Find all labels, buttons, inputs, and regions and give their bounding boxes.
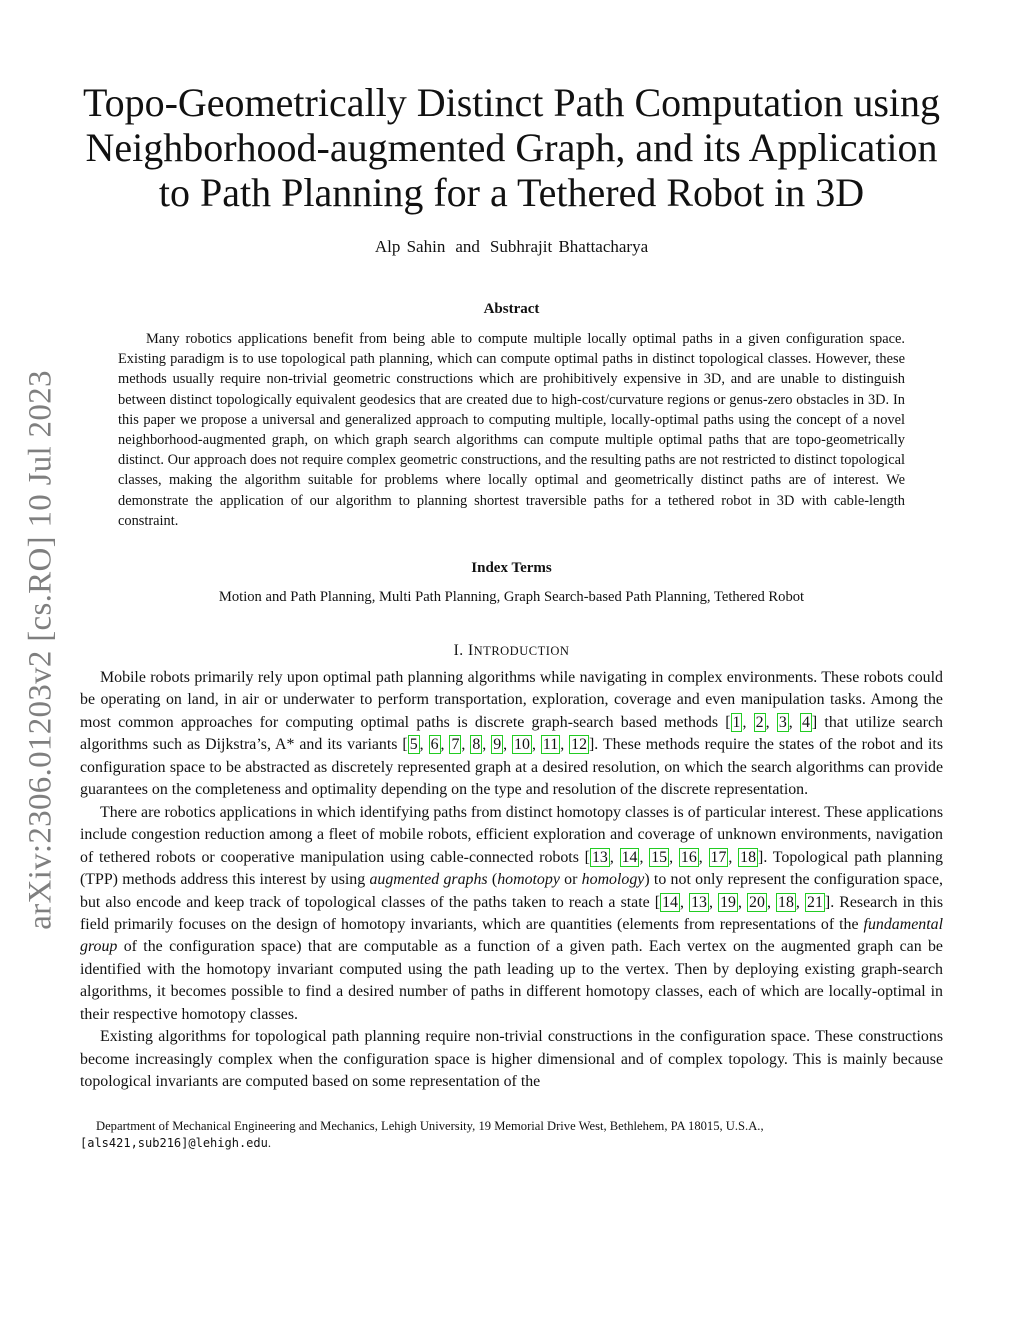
author-1: Alp Sahin <box>374 237 446 256</box>
citation-link[interactable]: 18 <box>740 848 757 866</box>
citation-link[interactable]: 21 <box>807 893 823 911</box>
citation-link[interactable]: 13 <box>591 848 608 866</box>
term-augmented-graphs: augmented graphs <box>369 871 488 889</box>
citation-link[interactable]: 18 <box>778 893 794 911</box>
citation-link[interactable]: 2 <box>755 713 764 731</box>
citation-link[interactable]: 7 <box>451 736 460 754</box>
p2-text-b: ]. Topological path planning (TPP) methods address this interest by using <box>80 848 943 889</box>
citation-link[interactable]: 13 <box>691 893 707 911</box>
intro-paragraph-1 <box>80 667 943 802</box>
paper-title: Topo-Geometrically Distinct Path Computation using Neighborhood-augmented Graph, and its Application to Path Planning for a Tethered Robot in 3D <box>82 80 941 215</box>
citation-link[interactable]: 9 <box>493 736 502 754</box>
p2-text-a: There are robotics applications in which identifying paths from distinct homotopy classes is of particular interest. These applications include congestion reduction among a fleet of mobile robots, efficient exploration and coverage of unknown environments, navigation of tethered robots or cooperative manipulation using cable-connected robots [ <box>80 803 943 866</box>
p1-citations-2: 5 , 6 , 7 , 8 , 9 , 10 , 11 , 12 <box>409 736 588 754</box>
citation-link[interactable]: 16 <box>680 848 697 866</box>
arxiv-sidebar <box>10 0 70 1325</box>
p2-text-c: ( <box>487 871 498 889</box>
citation-link[interactable]: 4 <box>801 713 810 731</box>
intro-paragraph-3: Existing algorithms for topological path planning require non-trivial constructions in the configuration space. These constructions become increasingly complex when the configuration space is higher dimensional and of complex topology. This is mainly because topological invariants are computed based on some representation of the <box>80 1028 943 1091</box>
citation-link[interactable]: 17 <box>710 848 727 866</box>
p1-text-c: ]. These methods require the states of the robot and its configuration space to be abstracted as discretely represented graph at a desired resolution, on which the search algorithms can provide guarantees on the completeness and optimality depending on the type and resolution of the discrete representation. <box>80 736 944 799</box>
citation-link[interactable]: 12 <box>571 736 588 754</box>
p2-citations-2: 14 , 13 , 19 , 20 , 18 , 21 <box>662 893 823 911</box>
footnote-affiliation: Department of Mechanical Engineering and Mechanics, Lehigh University, 19 Memorial Drive West, Bethlehem, PA 18015, U.S.A., <box>96 1118 764 1133</box>
citation-link[interactable]: 1 <box>732 713 741 731</box>
abstract-text: Many robotics applications benefit from being able to compute multiple locally optimal paths in a given configuration space. Existing paradigm is to use topological path planning, which can compute optimal paths in distinct topological classes. However, these methods usually require non-trivial geometric constructions which are prohibitively expensive in 3D, and are unable to distinguish between distinct topologically equivalent geodesics that are created due to high-cost/curvature regions or genus-zero obstacles in 3D. In this paper we propose a universal and generalized approach to computing multiple, locally-optimal paths using the concept of a novel neighborhood-augmented graph, on which graph search algorithms can compute multiple optimal paths that are topo-geometrically distinct. Our approach does not require complex geometric constructions, and the resulting paths are not restricted to distinct topological classes, making the algorithm suitable for problems where locally optimal and geometrically distinct paths are of interest. We demonstrate the application of our algorithm to planning shortest traversible paths for a tethered robot in 3D with cable-length constraint. <box>118 331 905 529</box>
citation-link[interactable]: 14 <box>621 848 638 866</box>
citation-link[interactable]: 15 <box>651 848 668 866</box>
p2-text-g: of the configuration space) that are computable as a function of a given path. Each vertex on the augmented graph can be identified with the homotopy invariant computed using the path leading up to the vertex. Then by deploying existing graph-search algorithms, it becomes possible to find a desired number of paths in different homotopy classes, each of which are locally-optimal in their respective homotopy classes. <box>80 938 943 1023</box>
citation-link[interactable]: 8 <box>472 736 481 754</box>
citation-link[interactable]: 10 <box>514 736 530 754</box>
author-2: Subhrajit Bhattacharya <box>489 237 649 256</box>
citation-link[interactable]: 5 <box>409 736 418 754</box>
citation-link[interactable]: 11 <box>542 736 559 754</box>
term-homotopy: homotopy <box>497 871 560 889</box>
index-terms-text: Motion and Path Planning, Multi Path Planning, Graph Search-based Path Planning, Tethered Robot <box>218 589 805 606</box>
abstract-heading: Abstract <box>483 301 540 317</box>
term-fundamental-group: fundamental group <box>80 916 943 956</box>
intro-paragraph-2 <box>80 802 943 1027</box>
footnote-period: . <box>267 1135 271 1150</box>
author-conjunction: and <box>455 237 480 256</box>
citation-link[interactable]: 19 <box>720 893 736 911</box>
paper-page <box>80 0 943 1152</box>
arxiv-identifier: arXiv:2306.01203v2 [cs.RO] 10 Jul 2023 <box>22 370 59 930</box>
section-number: I. <box>453 642 464 660</box>
author-line <box>80 237 943 257</box>
citation-link[interactable]: 6 <box>430 736 439 754</box>
section-heading <box>80 642 943 660</box>
section-title-rest: NTRODUCTION <box>473 644 570 659</box>
p1-text-b: ] that utilize search algorithms such as Dijkstra’s, A* and its variants [ <box>80 713 943 754</box>
citation-link[interactable]: 3 <box>778 713 787 731</box>
citation-link[interactable]: 14 <box>662 893 678 911</box>
p2-citations-1: 13 , 14 , 15 , 16 , 17 , 18 <box>591 848 757 866</box>
footnote <box>80 1118 943 1152</box>
p2-text-e: ) to not only represent the configuration space, but also encode and keep track of topological classes of the paths taken to reach a state [ <box>80 871 943 911</box>
footnote-email[interactable]: [als421,sub216]@lehigh.edu <box>80 1135 268 1150</box>
p2-text-f: ]. Research in this field primarily focuses on the design of homotopy invariants, which are quantities (elements from representations of the <box>80 893 944 934</box>
p1-citations-1: 1 , 2 , 3 , 4 <box>732 713 810 731</box>
section-initial: I <box>467 642 474 660</box>
index-terms-heading: Index Terms <box>471 560 552 577</box>
p2-text-d: or <box>559 871 582 889</box>
term-homology: homology <box>581 871 645 889</box>
p1-text-a: Mobile robots primarily rely upon optimal path planning algorithms while navigating in complex environments. These robots could be operating on land, in air or underwater to perform transportation, exploration, coverage and even manipulation tasks. Among the most common approaches for computing optimal paths is discrete graph-search based methods [ <box>80 669 943 731</box>
citation-link[interactable]: 20 <box>749 893 765 911</box>
